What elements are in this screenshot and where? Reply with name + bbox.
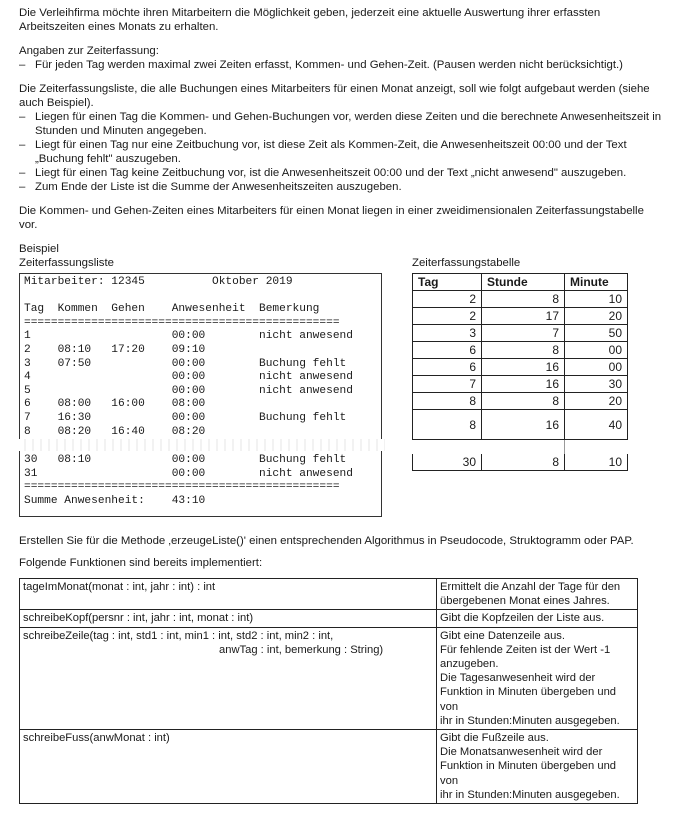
function-signature (20, 730, 437, 804)
table-row (413, 410, 628, 440)
zeiterfassungsliste (19, 273, 382, 517)
function-description (437, 730, 638, 804)
table-cell: 8 (482, 454, 565, 471)
description-line: Gibt eine Datenzeile aus. (440, 629, 566, 642)
signature-line: tageImMonat(monat : int, jahr : int) : int (23, 581, 216, 593)
table-gap-row (413, 440, 628, 455)
table-cell: 20 (565, 308, 628, 325)
function-signature (20, 610, 437, 627)
example-area (19, 242, 664, 526)
listing-line: 31 00:00 nicht anwesend (24, 467, 353, 480)
table-cell: 30 (565, 376, 628, 393)
aufgabe-text: Erstellen Sie für die Methode ‚erzeugeListe()' einen entsprechenden Algorithmus in Pseudocode, Struktogramm oder PAP. (19, 535, 634, 547)
signature-line: schreibeZeile(tag : int, std1 : int, min1 : int, std2 : int, min2 : int, (23, 629, 334, 642)
description-line: Für fehlende Zeiten ist der Wert -1 (440, 643, 611, 656)
description-line: ihr in Stunden:Minuten ausgegeben. (440, 788, 620, 801)
table-cell: 16 (482, 376, 565, 393)
liste-rule: – Liegt für einen Tag keine Zeitbuchung vor, ist die Anwesenheitszeit 00:00 und der Text „nicht anwesend" auszugeben. (19, 166, 664, 180)
table-cell: 30 (413, 454, 482, 471)
tabelle-label: Zeiterfassungstabelle (412, 257, 521, 269)
funktionen-table (19, 578, 638, 804)
listing-line: 30 08:10 00:00 Buchung fehlt (24, 454, 347, 466)
signature-line: schreibeKopf(persnr : int, jahr : int, monat : int) (23, 612, 254, 625)
description-line: Gibt die Fußzeile aus. (440, 732, 549, 745)
table-header-cell: Stunde (482, 274, 565, 291)
function-row (20, 730, 638, 804)
description-line: Die Monatsanwesenheit wird der (440, 746, 603, 759)
liste-rule: – Zum Ende der Liste ist die Summe der Anwesenheitszeiten auszugeben. (19, 180, 664, 194)
table-header-cell: Tag (413, 274, 482, 291)
listing-line: Tag Kommen Gehen Anwesenheit Bemerkung (24, 303, 320, 316)
zeiterfassungstabelle (412, 273, 628, 471)
function-description (437, 579, 638, 610)
liste-rule: – Liegt für einen Tag nur eine Zeitbuchung vor, ist diese Zeit als Kommen-Zeit, die Anwesenheitszeit 00:00 und der Text „Buchung fehlt" auszugeben. (19, 138, 664, 166)
function-signature (20, 627, 437, 729)
table-cell: 40 (565, 410, 628, 440)
table-row (413, 291, 628, 308)
listing-line: =============================================== (24, 316, 340, 329)
tabelle-intro: Die Kommen- und Gehen-Zeiten eines Mitarbeiters für einen Monat liegen in einer zweidimensionalen Zeiterfassungstabelle vor. (19, 205, 644, 231)
listing-line (24, 290, 353, 304)
table-cell: 10 (565, 291, 628, 308)
table-cell: 00 (565, 359, 628, 376)
table-gap-cell (413, 440, 482, 455)
angaben-list (19, 58, 664, 72)
table-row (413, 454, 628, 471)
table-cell: 16 (482, 410, 565, 440)
listing-line: 4 00:00 nicht anwesend (24, 371, 353, 384)
table-cell: 7 (413, 376, 482, 393)
description-line: Gibt die Kopfzeilen der Liste aus. (440, 612, 605, 625)
function-description (437, 610, 638, 627)
angaben-item: – Für jeden Tag werden maximal zwei Zeiten erfasst, Kommen- und Gehen-Zeit. (Pausen werden nicht berücksichtigt.) (19, 58, 664, 72)
description-line: ihr in Stunden:Minuten ausgegeben. (440, 714, 620, 727)
table-cell: 6 (413, 359, 482, 376)
function-signature (20, 579, 437, 610)
listing-line: =============================================== (24, 481, 340, 494)
table-cell: 6 (413, 342, 482, 359)
signature-line: anwTag : int, bemerkung : String) (219, 643, 384, 656)
torn-gap (18, 439, 385, 451)
table-cell: 8 (482, 393, 565, 410)
table-cell: 2 (413, 291, 482, 308)
function-description (437, 627, 638, 729)
table-cell: 16 (482, 359, 565, 376)
table-cell: 17 (482, 308, 565, 325)
function-row (20, 579, 638, 610)
listing-bottom-lines (24, 454, 353, 508)
beispiel-label: Beispiel (19, 243, 59, 255)
table-row (413, 342, 628, 359)
document-page (19, 6, 664, 804)
liste-rules (19, 110, 664, 194)
description-line: Ermittelt die Anzahl der Tage für den (440, 581, 621, 593)
signature-line: schreibeFuss(anwMonat : int) (23, 732, 170, 745)
liste-section (19, 82, 664, 194)
table-cell: 8 (413, 393, 482, 410)
table-cell: 8 (482, 342, 565, 359)
listing-line: 2 08:10 17:20 09:10 (24, 343, 206, 356)
description-line: anzugeben. (440, 658, 499, 671)
listing-line: 3 07:50 00:00 Buchung fehlt (24, 357, 347, 370)
table-cell: 10 (565, 454, 628, 471)
listing-line: Mitarbeiter: 12345 Oktober 2019 (24, 276, 293, 288)
table-row (413, 393, 628, 410)
table-cell: 3 (413, 325, 482, 342)
listing-top-lines (24, 276, 353, 439)
listing-line: 6 08:00 16:00 08:00 (24, 398, 206, 411)
table-cell: 50 (565, 325, 628, 342)
table-gap-cell (565, 440, 628, 455)
table-row (413, 325, 628, 342)
description-line: Funktion in Minuten übergeben und von (440, 760, 617, 787)
table-gap-cell (482, 440, 565, 455)
table-cell: 20 (565, 393, 628, 410)
liste-rule: – Liegen für einen Tag die Kommen- und Gehen-Buchungen vor, werden diese Zeiten und die berechnete Anwesenheitszeit in Stunden und Minuten angegeben. (19, 110, 664, 138)
liste-intro: Die Zeiterfassungsliste, die alle Buchungen eines Mitarbeiters für einen Monat anzeigt, soll wie folgt aufgebaut werden (siehe auch Beispiel). (19, 83, 650, 109)
intro-text: Die Verleihfirma möchte ihren Mitarbeitern die Möglichkeit geben, jederzeit eine aktuelle Auswertung ihrer erfassten Arbeitszeiten eines Monats zu erhalten. (19, 7, 601, 33)
angaben-section (19, 44, 664, 72)
listing-line: Summe Anwesenheit: 43:10 (24, 494, 206, 507)
listing-line: 5 00:00 nicht anwesend (24, 384, 353, 397)
listing-line: 8 08:20 16:40 08:20 (24, 425, 206, 438)
table-cell: 2 (413, 308, 482, 325)
table-row (413, 308, 628, 325)
funktionen-intro: Folgende Funktionen sind bereits implementiert: (19, 557, 263, 569)
description-line: Die Tagesanwesenheit wird der (440, 672, 596, 685)
table-header-cell: Minute (565, 274, 628, 291)
table-cell: 7 (482, 325, 565, 342)
table-row (413, 359, 628, 376)
listing-line: 7 16:30 00:00 Buchung fehlt (24, 411, 347, 424)
listing-line: 1 00:00 nicht anwesend (24, 330, 353, 343)
liste-label: Zeiterfassungsliste (19, 257, 114, 269)
table-row (413, 376, 628, 393)
table-cell: 00 (565, 342, 628, 359)
function-row (20, 627, 638, 729)
table-cell: 8 (413, 410, 482, 440)
description-line: Funktion in Minuten übergeben und von (440, 686, 617, 713)
table-cell: 8 (482, 291, 565, 308)
description-line: übergebenen Monat eines Jahres. (440, 595, 610, 608)
angaben-heading: Angaben zur Zeiterfassung: (19, 45, 159, 57)
function-row (20, 610, 638, 627)
table-header-row (413, 274, 628, 291)
